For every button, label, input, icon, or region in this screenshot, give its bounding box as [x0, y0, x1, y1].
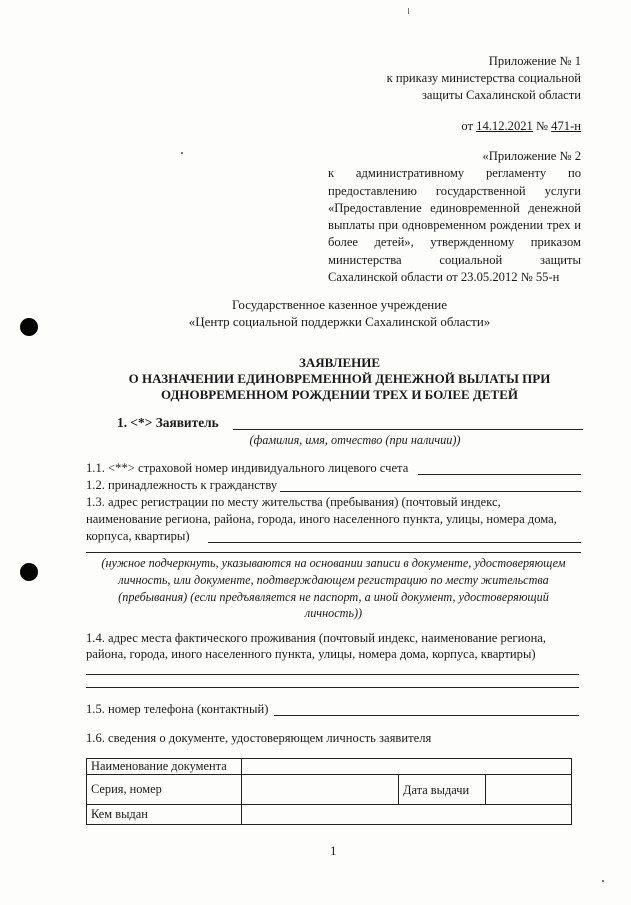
registration-label-line1: 1.3. адрес регистрации по месту жительства (пребывания) (почтовый индекс,: [86, 495, 501, 509]
scan-speck: [181, 152, 183, 154]
citizenship-field[interactable]: [280, 491, 581, 492]
actual-address-field-line1[interactable]: [86, 674, 579, 675]
appendix-ministry: защиты Сахалинской области: [421, 88, 581, 102]
registration-label-line3: корпуса, квартиры): [86, 529, 190, 543]
id-document-label: 1.6. сведения о документе, удостоверяющем личность заявителя: [86, 731, 432, 745]
applicant-section-label: 1. <*> Заявитель: [117, 415, 219, 430]
order-date: 14.12.2021: [476, 119, 533, 133]
registration-note-line: (пребывания) (если предъявляется не паспорт, а иной документ, удостоверяющий: [118, 590, 549, 604]
registration-note-line: личность)): [304, 606, 363, 620]
appendix2-block: [328, 148, 581, 286]
appendix2-line: более детей», утвержденному приказом: [328, 235, 581, 250]
applicant-name-hint: (фамилия, имя, отчество (при наличии)): [249, 433, 461, 447]
document-subtitle-line1: О НАЗНАЧЕНИИ ЕДИНОВРЕМЕННОЙ ДЕНЕЖНОЙ ВЫЛАТЫ ПРИ: [128, 371, 551, 386]
issue-date-label: Дата выдачи: [399, 775, 486, 805]
phone-field[interactable]: [274, 715, 579, 716]
scan-speck: [408, 8, 409, 14]
phone-label: 1.5. номер телефона (контактный): [86, 702, 269, 716]
binder-hole-bottom: [20, 563, 38, 581]
scan-speck: [602, 880, 604, 882]
order-date-line: [461, 119, 581, 134]
page-number: 1: [330, 843, 337, 858]
institution-type: Государственное казенное учреждение: [232, 297, 447, 312]
appendix2-line: выплаты при одновременном рождении трех и: [328, 218, 581, 233]
order-number: 471-н: [551, 119, 581, 133]
doc-name-cell[interactable]: [242, 759, 572, 775]
appendix2-line: «Предоставление единовременной денежной: [328, 200, 581, 215]
appendix-title: Приложение № 1: [488, 54, 581, 68]
actual-address-label-line1: 1.4. адрес места фактического проживания (почтовый индекс, наименование региона,: [86, 631, 547, 645]
appendix2-line: Сахалинской области от 23.05.2012 № 55-н: [328, 270, 560, 285]
document-title: ЗАЯВЛЕНИЕ: [298, 355, 381, 370]
registration-note-line: личность, или документе, подтверждающем регистрацию по месту жительства: [118, 573, 549, 587]
applicant-name-field[interactable]: [233, 429, 583, 430]
appendix2-line: к административному регламенту по: [328, 166, 581, 181]
appendix-order-ref: к приказу министерства социальной: [386, 71, 581, 85]
snils-field[interactable]: [418, 474, 581, 475]
order-number-sign: №: [535, 119, 549, 133]
id-document-table: [86, 758, 572, 825]
issue-date-cell[interactable]: [486, 775, 572, 805]
snils-label: 1.1. <**> страховой номер индивидуального лицевого счета: [86, 461, 409, 475]
appendix2-line: предоставлению государственной услуги: [328, 183, 581, 198]
registration-label-line2: наименование региона, района, города, иного населенного пункта, улицы, номера дома,: [86, 512, 557, 526]
actual-address-field-line2[interactable]: [86, 687, 579, 688]
order-prefix: от: [461, 119, 473, 133]
appendix2-title: «Приложение № 2: [482, 149, 581, 163]
series-number-cell[interactable]: [242, 775, 399, 805]
registration-field-line2[interactable]: [86, 552, 581, 553]
series-number-label: Серия, номер: [87, 775, 242, 805]
document-subtitle-line2: ОДНОВРЕМЕННОМ РОЖДЕНИИ ТРЕХ И БОЛЕЕ ДЕТЕЙ: [160, 387, 519, 402]
institution-name: «Центр социальной поддержки Сахалинской области»: [188, 314, 491, 329]
citizenship-label: 1.2. принадлежность к гражданству: [86, 478, 278, 492]
registration-note-line: (нужное подчеркнуть, указываются на основании записи в документе, удостоверяющем: [101, 556, 566, 570]
registration-field-line1[interactable]: [208, 542, 581, 543]
issued-by-label: Кем выдан: [87, 805, 242, 825]
issued-by-cell[interactable]: [242, 805, 572, 825]
appendix2-line: министерства социальной защиты: [328, 252, 581, 267]
actual-address-label-line2: района, города, иного населенного пункта, улицы, номера дома, корпуса, квартиры): [86, 647, 536, 661]
doc-name-label: Наименование документа: [87, 759, 242, 775]
